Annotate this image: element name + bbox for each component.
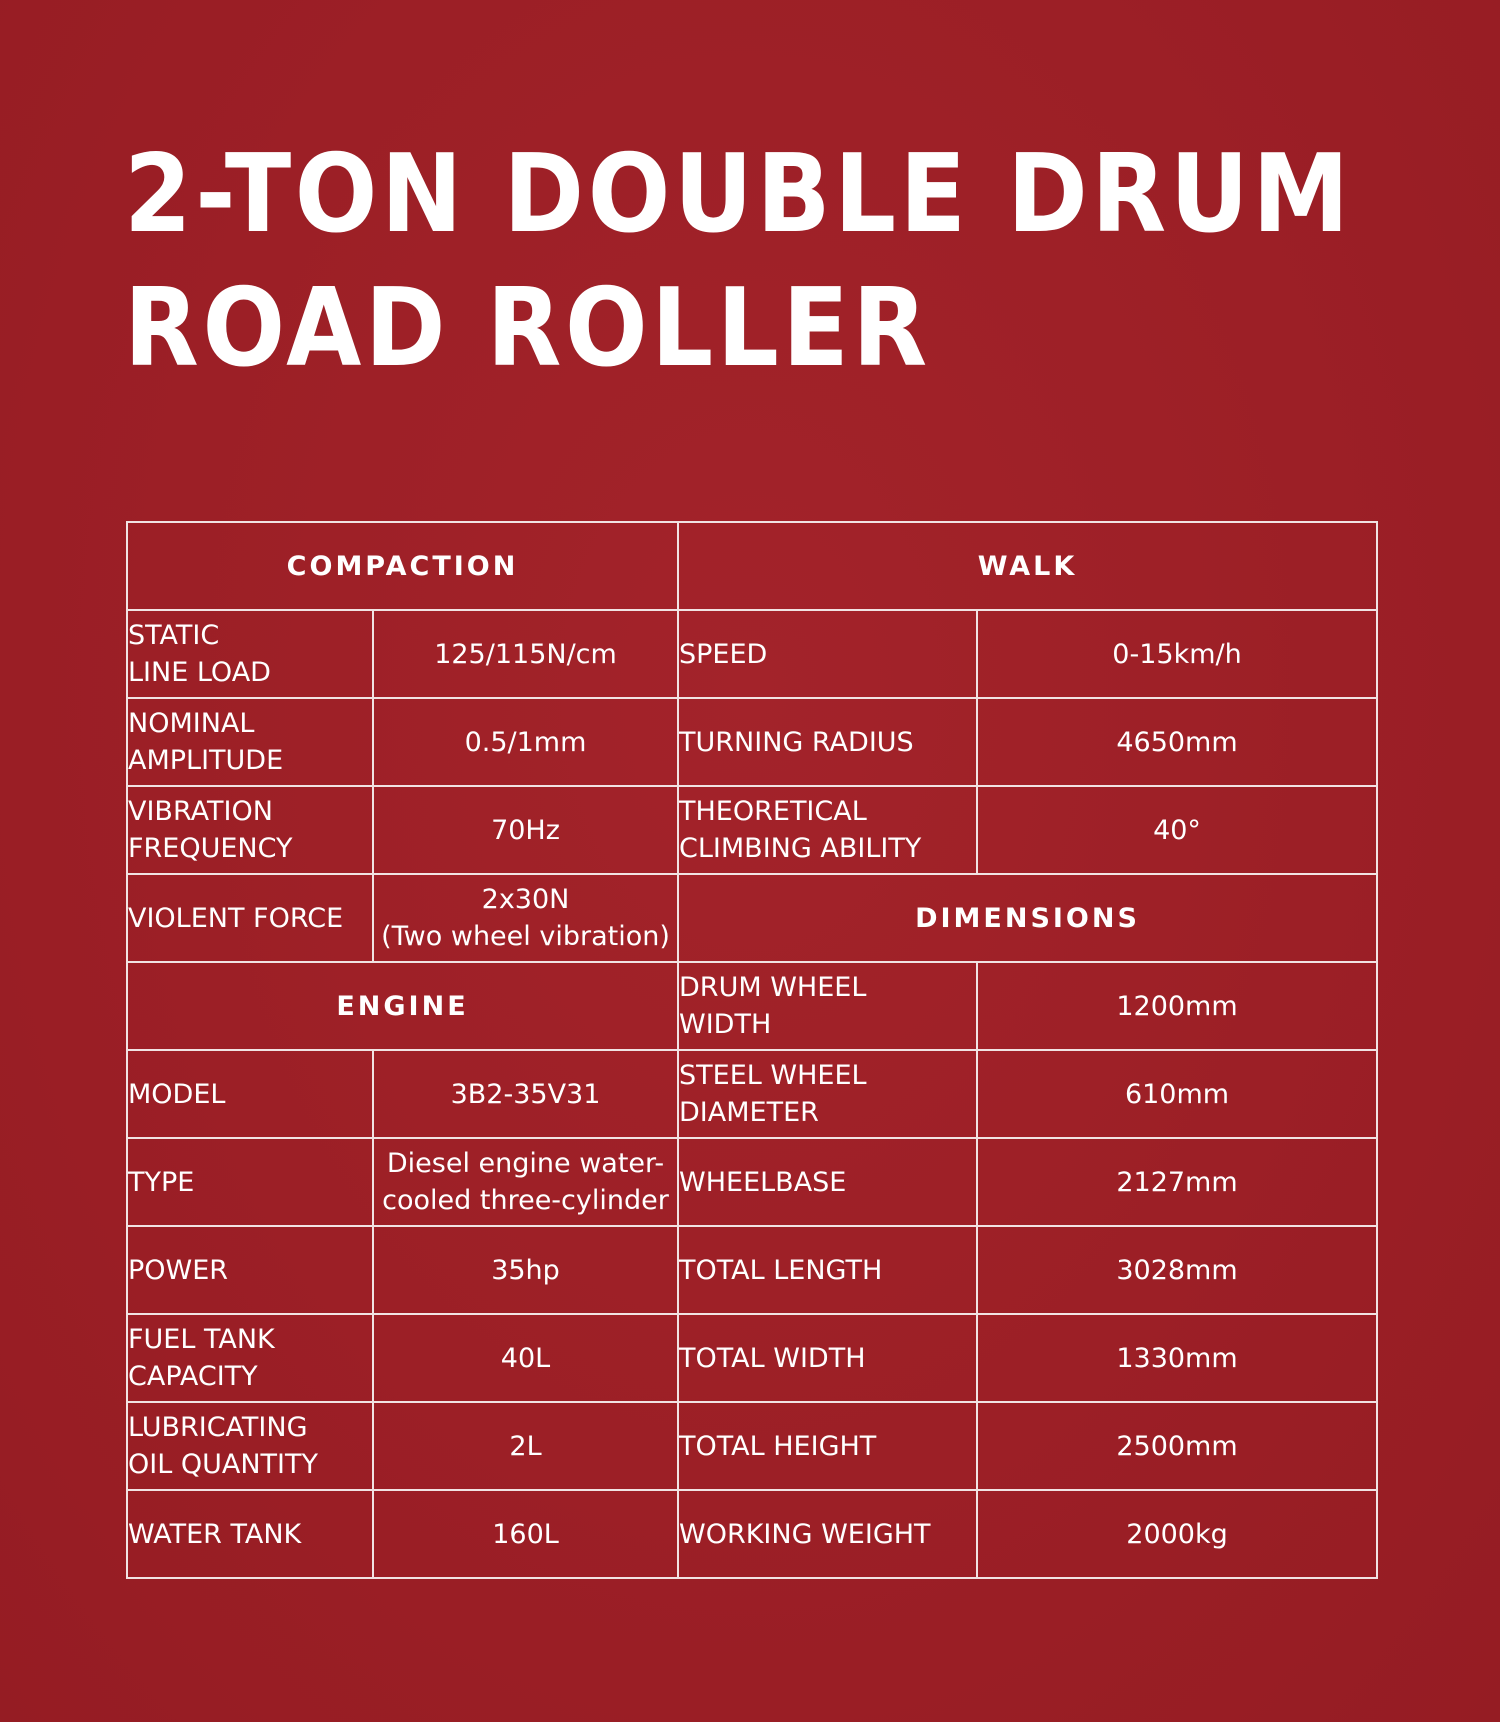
- spec-value: 2127mm: [977, 1138, 1377, 1226]
- spec-value: 2x30N (Two wheel vibration): [373, 874, 678, 962]
- spec-value: 125/115N/cm: [373, 610, 678, 698]
- spec-value: 1200mm: [977, 962, 1377, 1050]
- spec-label: MODEL: [127, 1050, 373, 1138]
- title-line-1: 2-TON DOUBLE DRUM: [124, 132, 1353, 257]
- section-header-walk: WALK: [678, 522, 1377, 610]
- table-row: [127, 874, 1377, 962]
- table-row: [127, 1050, 1377, 1138]
- section-header-engine: ENGINE: [127, 962, 678, 1050]
- spec-label: WATER TANK: [127, 1490, 373, 1578]
- spec-label: TYPE: [127, 1138, 373, 1226]
- spec-table: [126, 521, 1378, 1579]
- spec-value: 0.5/1mm: [373, 698, 678, 786]
- spec-label: DRUM WHEEL WIDTH: [678, 962, 977, 1050]
- table-row: [127, 1314, 1377, 1402]
- spec-value: 3B2-35V31: [373, 1050, 678, 1138]
- table-row: [127, 1490, 1377, 1578]
- spec-value: 70Hz: [373, 786, 678, 874]
- spec-label: FUEL TANK CAPACITY: [127, 1314, 373, 1402]
- spec-value: 160L: [373, 1490, 678, 1578]
- spec-value: 3028mm: [977, 1226, 1377, 1314]
- spec-label: WHEELBASE: [678, 1138, 977, 1226]
- page-title: [124, 128, 1353, 396]
- section-header-compaction: COMPACTION: [127, 522, 678, 610]
- spec-value: 35hp: [373, 1226, 678, 1314]
- table-row: [127, 962, 1377, 1050]
- spec-label: NOMINAL AMPLITUDE: [127, 698, 373, 786]
- spec-label: VIOLENT FORCE: [127, 874, 373, 962]
- section-header-dimensions: DIMENSIONS: [678, 874, 1377, 962]
- spec-label: SPEED: [678, 610, 977, 698]
- spec-value: 40L: [373, 1314, 678, 1402]
- table-row: [127, 1226, 1377, 1314]
- spec-value: 610mm: [977, 1050, 1377, 1138]
- spec-value: 4650mm: [977, 698, 1377, 786]
- table-row: [127, 698, 1377, 786]
- table-row: [127, 1402, 1377, 1490]
- title-line-2: ROAD ROLLER: [124, 266, 931, 391]
- spec-value: 0-15km/h: [977, 610, 1377, 698]
- spec-label: POWER: [127, 1226, 373, 1314]
- spec-value: 2000kg: [977, 1490, 1377, 1578]
- spec-label: THEORETICAL CLIMBING ABILITY: [678, 786, 977, 874]
- spec-label: LUBRICATING OIL QUANTITY: [127, 1402, 373, 1490]
- spec-label: TURNING RADIUS: [678, 698, 977, 786]
- table-row: [127, 522, 1377, 610]
- spec-label: STATIC LINE LOAD: [127, 610, 373, 698]
- spec-label: TOTAL WIDTH: [678, 1314, 977, 1402]
- spec-value: 1330mm: [977, 1314, 1377, 1402]
- spec-label: TOTAL LENGTH: [678, 1226, 977, 1314]
- spec-value: 2L: [373, 1402, 678, 1490]
- spec-label: TOTAL HEIGHT: [678, 1402, 977, 1490]
- spec-value: 40°: [977, 786, 1377, 874]
- spec-label: WORKING WEIGHT: [678, 1490, 977, 1578]
- spec-value: Diesel engine water- cooled three-cylinder: [373, 1138, 678, 1226]
- table-row: [127, 786, 1377, 874]
- spec-value: 2500mm: [977, 1402, 1377, 1490]
- table-row: [127, 1138, 1377, 1226]
- table-row: [127, 610, 1377, 698]
- spec-label: STEEL WHEEL DIAMETER: [678, 1050, 977, 1138]
- spec-label: VIBRATION FREQUENCY: [127, 786, 373, 874]
